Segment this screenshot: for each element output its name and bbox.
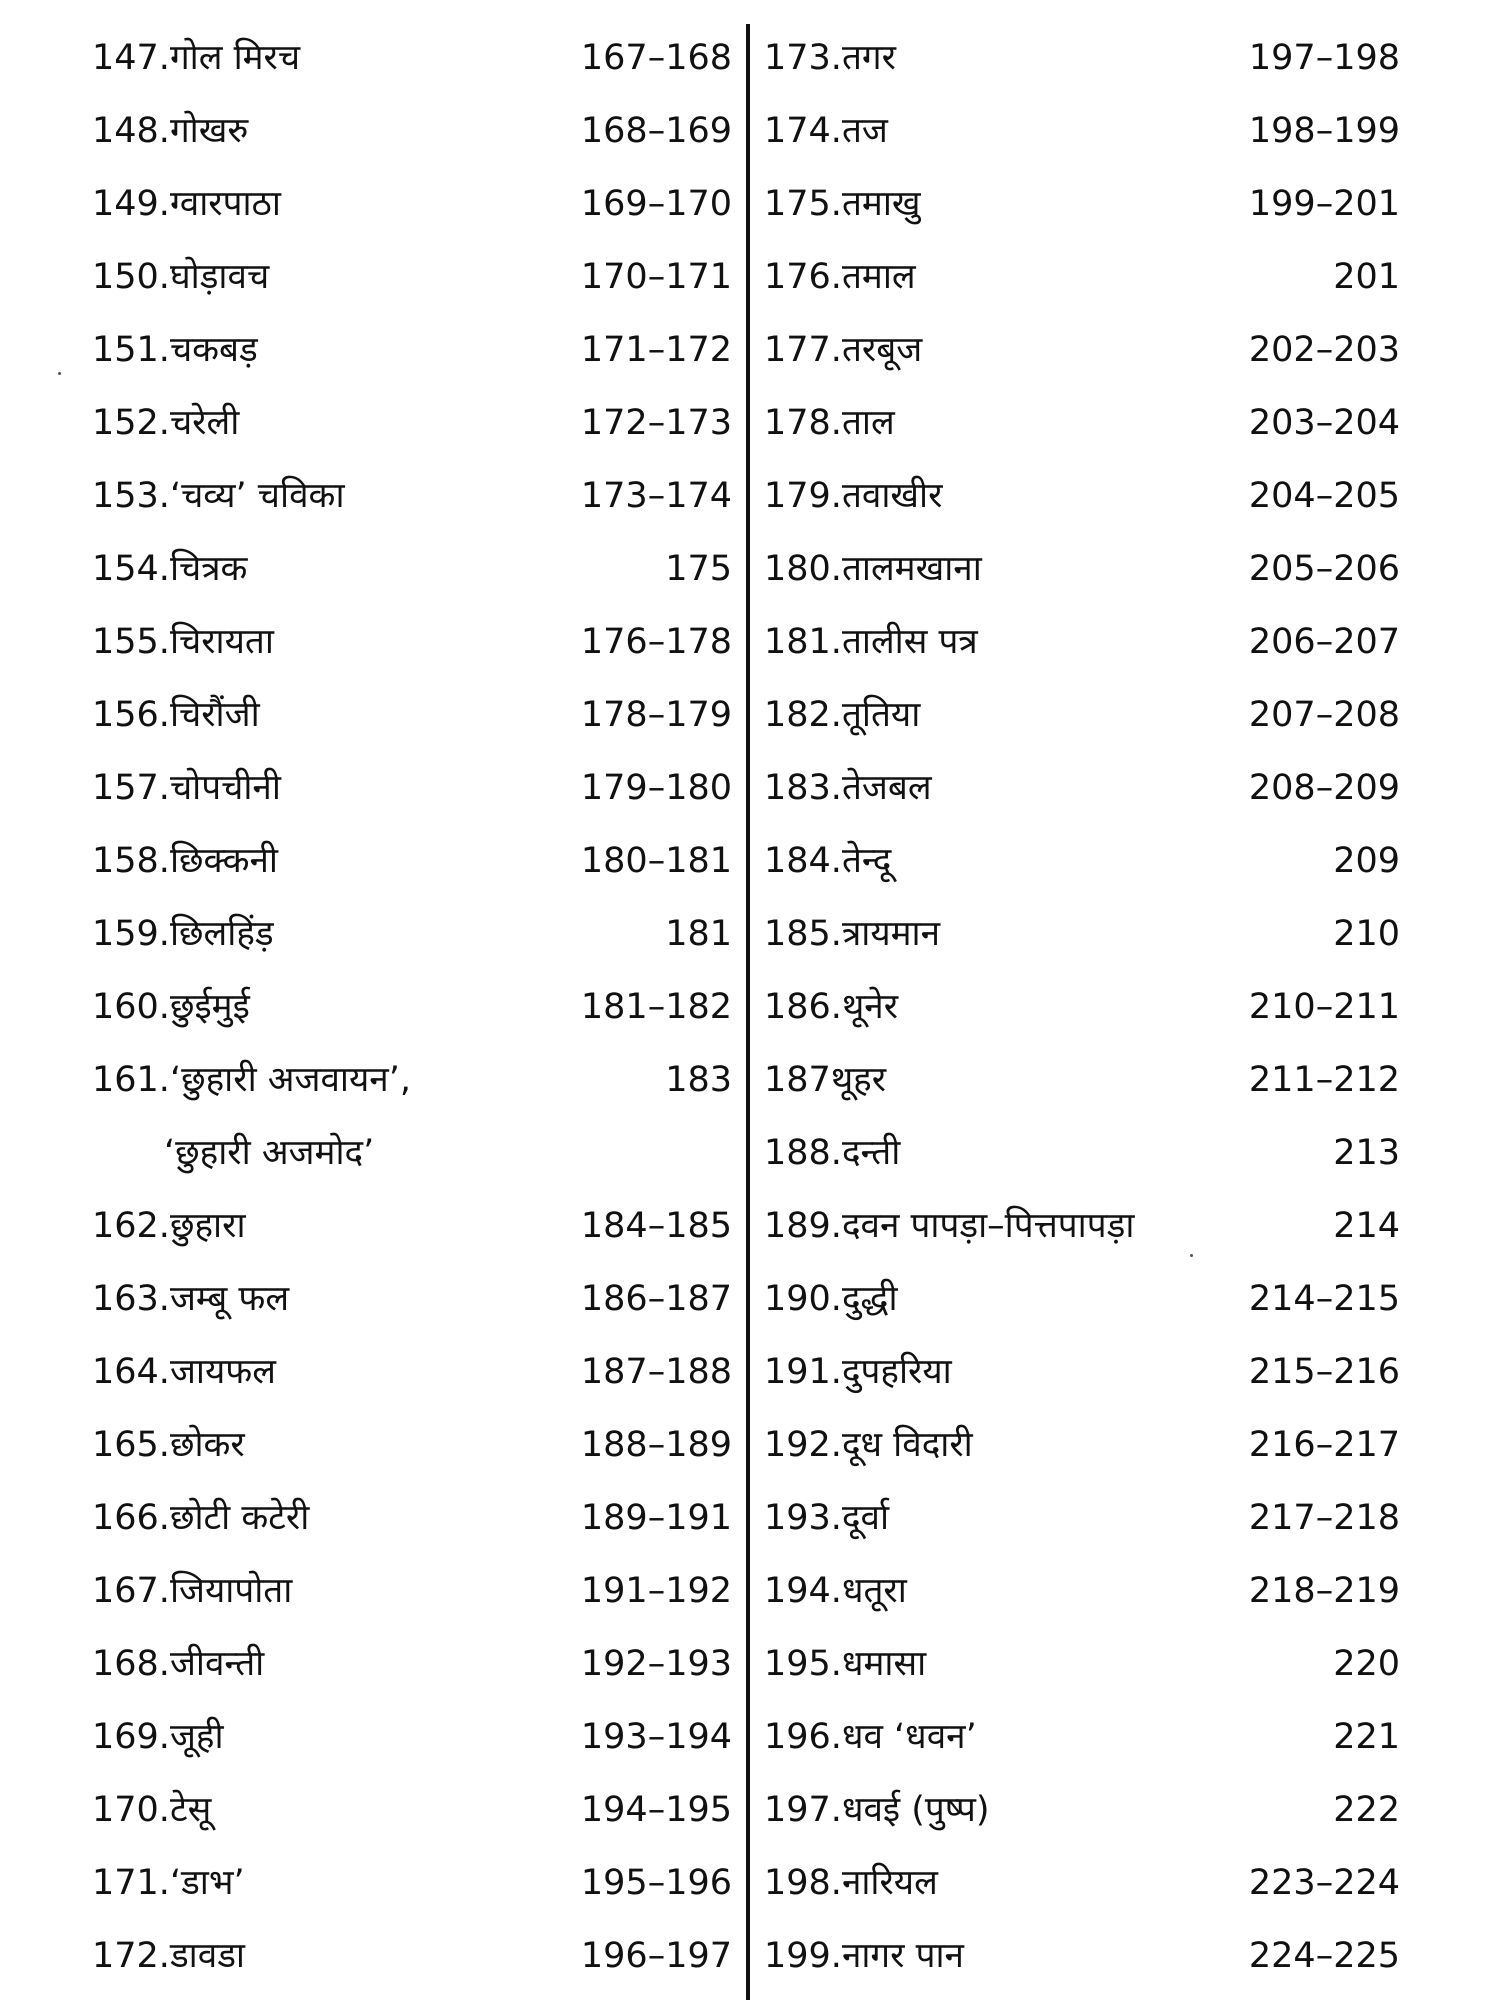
entry-page-range: 198–199	[1248, 111, 1400, 151]
entry-number: 165.	[92, 1425, 170, 1465]
entry-number: 167.	[92, 1571, 170, 1611]
entry-page-range: 202–203	[1248, 330, 1400, 370]
entry-number: 161.	[92, 1060, 170, 1100]
entry-title: जायफल	[169, 1352, 276, 1392]
entry-number: 153.	[92, 476, 170, 516]
entry-page-range: 214–215	[1248, 1279, 1400, 1319]
entry-title: छोकर	[169, 1425, 245, 1465]
entry-page-range: 205–206	[1248, 549, 1400, 589]
index-entry	[92, 95, 732, 168]
entry-title: धमासा	[841, 1644, 927, 1684]
entry-page-range: 197–198	[1248, 38, 1400, 78]
entry-number: 159.	[92, 914, 170, 954]
entry-title: जीवन्ती	[169, 1644, 265, 1684]
entry-title: त्रायमान	[841, 914, 941, 954]
entry-title: तमाल	[841, 257, 916, 297]
index-right-column	[764, 22, 1400, 1993]
entry-page-range: 178–179	[580, 695, 732, 735]
entry-number: 178.	[764, 403, 842, 443]
entry-number: 168.	[92, 1644, 170, 1684]
index-entry	[92, 1920, 732, 1993]
index-entry	[764, 898, 1400, 971]
index-entry	[92, 1628, 732, 1701]
index-entry	[92, 241, 732, 314]
entry-page-range: 214	[1333, 1206, 1400, 1246]
entry-title: तगर	[841, 38, 896, 78]
entry-title: टेसू	[169, 1790, 212, 1830]
entry-title: चिरौंजी	[169, 695, 260, 735]
entry-page-range: 206–207	[1248, 622, 1400, 662]
index-entry	[92, 1774, 732, 1847]
entry-number: 147.	[92, 38, 170, 78]
entry-number: 193.	[764, 1498, 842, 1538]
entry-number: 164.	[92, 1352, 170, 1392]
index-entry	[92, 22, 732, 95]
entry-page-range: 192–193	[580, 1644, 732, 1684]
index-entry	[764, 1628, 1400, 1701]
index-entry	[764, 971, 1400, 1044]
entry-number: 199.	[764, 1936, 842, 1976]
index-entry	[764, 1774, 1400, 1847]
index-entry	[92, 460, 732, 533]
index-entry	[92, 387, 732, 460]
entry-title: छुईमुई	[169, 987, 250, 1027]
index-entry	[92, 752, 732, 825]
entry-number: 175.	[764, 184, 842, 224]
entry-number: 198.	[764, 1863, 842, 1903]
entry-title: गोल मिरच	[169, 38, 301, 78]
index-entry	[92, 606, 732, 679]
index-entry	[92, 1117, 732, 1190]
entry-title: जियापोता	[169, 1571, 293, 1611]
entry-page-range: 210	[1333, 914, 1400, 954]
entry-number: 166.	[92, 1498, 170, 1538]
scan-speck	[1190, 1254, 1193, 1257]
entry-number: 197.	[764, 1790, 842, 1830]
entry-title: धवई (पुष्प)	[841, 1790, 990, 1830]
entry-number: 196.	[764, 1717, 842, 1757]
entry-page-range: 210–211	[1248, 987, 1400, 1027]
entry-title: घोड़ावच	[169, 257, 270, 297]
index-entry	[764, 1409, 1400, 1482]
entry-title: दूर्वा	[841, 1498, 890, 1538]
entry-title: तालीस पत्र	[841, 622, 978, 662]
entry-page-range: 176–178	[580, 622, 732, 662]
entry-number: 158.	[92, 841, 170, 881]
index-entry	[92, 898, 732, 971]
entry-number: 179.	[764, 476, 842, 516]
index-entry	[764, 460, 1400, 533]
index-entry	[764, 168, 1400, 241]
entry-number: 149.	[92, 184, 170, 224]
entry-title: ग्वारपाठा	[169, 184, 281, 224]
index-entry	[92, 1701, 732, 1774]
entry-number: 180.	[764, 549, 842, 589]
entry-title: चोपचीनी	[169, 768, 281, 808]
entry-title: थूनेर	[841, 987, 899, 1027]
entry-page-range: 209	[1333, 841, 1400, 881]
entry-number: 172.	[92, 1936, 170, 1976]
entry-title: छिक्कनी	[169, 841, 278, 881]
entry-number: 148.	[92, 111, 170, 151]
entry-title: तेन्दू	[841, 841, 892, 881]
entry-page-range: 186–187	[580, 1279, 732, 1319]
index-entry	[92, 533, 732, 606]
entry-page-range: 213	[1333, 1133, 1400, 1173]
entry-title: चकबड़	[169, 330, 258, 370]
entry-page-range: 203–204	[1248, 403, 1400, 443]
entry-number: 191.	[764, 1352, 842, 1392]
index-entry	[764, 606, 1400, 679]
index-entry	[764, 95, 1400, 168]
entry-page-range: 201	[1333, 257, 1400, 297]
entry-page-range: 216–217	[1248, 1425, 1400, 1465]
entry-page-range: 195–196	[580, 1863, 732, 1903]
entry-page-range: 172–173	[580, 403, 732, 443]
entry-number: 195.	[764, 1644, 842, 1684]
entry-page-range: 181–182	[580, 987, 732, 1027]
entry-number: 177.	[764, 330, 842, 370]
entry-title: थूहर	[830, 1060, 887, 1100]
entry-title: तज	[841, 111, 888, 151]
entry-page-range: 187–188	[580, 1352, 732, 1392]
entry-number: 183.	[764, 768, 842, 808]
entry-page-range: 168–169	[580, 111, 732, 151]
entry-page-range: 215–216	[1248, 1352, 1400, 1392]
index-entry	[92, 1044, 732, 1117]
index-entry	[92, 1555, 732, 1628]
entry-page-range: 171–172	[580, 330, 732, 370]
entry-number: 194.	[764, 1571, 842, 1611]
index-entry	[764, 1920, 1400, 1993]
index-entry	[764, 1263, 1400, 1336]
index-entry	[764, 533, 1400, 606]
entry-number: 171.	[92, 1863, 170, 1903]
index-entry	[764, 1117, 1400, 1190]
index-entry	[764, 1336, 1400, 1409]
entry-number: 187	[764, 1060, 831, 1100]
entry-title: ताल	[841, 403, 895, 443]
index-entry	[764, 1482, 1400, 1555]
entry-title: तालमखाना	[841, 549, 982, 589]
entry-title: जम्बू फल	[169, 1279, 290, 1319]
entry-title: नारियल	[841, 1863, 938, 1903]
entry-title: छोटी कटेरी	[169, 1498, 310, 1538]
entry-number: 155.	[92, 622, 170, 662]
entry-title: तमाखु	[841, 184, 921, 224]
entry-page-range: 223–224	[1248, 1863, 1400, 1903]
index-entry	[92, 1409, 732, 1482]
entry-page-range: 169–170	[580, 184, 732, 224]
entry-page-range: 184–185	[580, 1206, 732, 1246]
entry-number: 184.	[764, 841, 842, 881]
entry-number: 188.	[764, 1133, 842, 1173]
entry-title: दुपहरिया	[841, 1352, 952, 1392]
entry-page-range: 222	[1333, 1790, 1400, 1830]
entry-title: धव ‘धवन’	[841, 1717, 977, 1757]
index-entry	[764, 22, 1400, 95]
index-entry	[92, 1847, 732, 1920]
entry-page-range: 188–189	[580, 1425, 732, 1465]
entry-page-range: 189–191	[580, 1498, 732, 1538]
entry-number: 173.	[764, 38, 842, 78]
entry-title: चरेली	[169, 403, 240, 443]
entry-number: 185.	[764, 914, 842, 954]
index-entry	[764, 752, 1400, 825]
entry-page-range: 167–168	[580, 38, 732, 78]
entry-number: 160.	[92, 987, 170, 1027]
entry-title: दवन पापड़ा–पित्तपापड़ा	[841, 1206, 1135, 1246]
entry-page-range: 173–174	[580, 476, 732, 516]
index-entry	[764, 825, 1400, 898]
entry-title: दुद्धी	[841, 1279, 898, 1319]
entry-title: नागर पान	[841, 1936, 964, 1976]
entry-number: 162.	[92, 1206, 170, 1246]
entry-title: चिरायता	[169, 622, 274, 662]
entry-page-range: 204–205	[1248, 476, 1400, 516]
entry-page-range: 183	[665, 1060, 732, 1100]
entry-number: 163.	[92, 1279, 170, 1319]
index-entry	[764, 1701, 1400, 1774]
entry-title: दूध विदारी	[841, 1425, 973, 1465]
entry-number: 192.	[764, 1425, 842, 1465]
entry-number: 174.	[764, 111, 842, 151]
entry-page-range: 211–212	[1248, 1060, 1400, 1100]
entry-page-range: 180–181	[580, 841, 732, 881]
entry-page-range: 191–192	[580, 1571, 732, 1611]
entry-title: तरबूज	[841, 330, 923, 370]
entry-number: 154.	[92, 549, 170, 589]
index-entry	[92, 1336, 732, 1409]
entry-title: तवाखीर	[841, 476, 943, 516]
entry-page-range: 179–180	[580, 768, 732, 808]
entry-page-range: 196–197	[580, 1936, 732, 1976]
index-entry	[764, 1190, 1400, 1263]
entry-page-range: 208–209	[1248, 768, 1400, 808]
entry-page-range: 194–195	[580, 1790, 732, 1830]
index-entry	[764, 241, 1400, 314]
index-entry	[764, 1847, 1400, 1920]
entry-title: ‘छुहारी अजवायन’,	[169, 1060, 411, 1100]
index-entry	[92, 168, 732, 241]
entry-title: ‘डाभ’	[169, 1863, 245, 1903]
entry-number: 176.	[764, 257, 842, 297]
entry-page-range: 218–219	[1248, 1571, 1400, 1611]
index-entry	[764, 1555, 1400, 1628]
index-entry	[92, 971, 732, 1044]
entry-title: छुहारा	[169, 1206, 246, 1246]
entry-page-range: 175	[665, 549, 732, 589]
entry-title: तूतिया	[841, 695, 921, 735]
index-left-column	[92, 22, 732, 1993]
index-entry	[92, 1190, 732, 1263]
entry-number: 152.	[92, 403, 170, 443]
entry-number: 186.	[764, 987, 842, 1027]
entry-number: 169.	[92, 1717, 170, 1757]
index-entry	[92, 1263, 732, 1336]
entry-page-range: 221	[1333, 1717, 1400, 1757]
entry-number: 150.	[92, 257, 170, 297]
entry-number: 189.	[764, 1206, 842, 1246]
entry-number: 190.	[764, 1279, 842, 1319]
index-entry	[764, 314, 1400, 387]
entry-number: 181.	[764, 622, 842, 662]
index-entry	[764, 387, 1400, 460]
entry-page-range: 193–194	[580, 1717, 732, 1757]
entry-title: ‘चव्य’ चविका	[169, 476, 345, 516]
entry-number: 157.	[92, 768, 170, 808]
entry-number: 170.	[92, 1790, 170, 1830]
entry-page-range: 217–218	[1248, 1498, 1400, 1538]
entry-title: तेजबल	[841, 768, 932, 808]
index-entry	[92, 1482, 732, 1555]
entry-page-range: 199–201	[1248, 184, 1400, 224]
entry-page-range: 220	[1333, 1644, 1400, 1684]
entry-page-range: 207–208	[1248, 695, 1400, 735]
entry-title: दन्ती	[841, 1133, 901, 1173]
entry-title: छिलहिंड़	[169, 914, 274, 954]
scan-speck	[58, 372, 61, 375]
entry-page-range: 224–225	[1248, 1936, 1400, 1976]
entry-title: चित्रक	[169, 549, 248, 589]
entry-title: डावडा	[169, 1936, 245, 1976]
entry-title: धतूरा	[841, 1571, 907, 1611]
index-entry	[92, 825, 732, 898]
entry-number: 151.	[92, 330, 170, 370]
column-divider	[746, 24, 750, 2000]
entry-number: 156.	[92, 695, 170, 735]
entry-number: 182.	[764, 695, 842, 735]
entry-page-range: 170–171	[580, 257, 732, 297]
index-entry	[92, 314, 732, 387]
index-entry	[764, 679, 1400, 752]
entry-title: गोखरु	[169, 111, 249, 151]
entry-title: जूही	[169, 1717, 224, 1757]
index-entry	[764, 1044, 1400, 1117]
entry-title: ‘छुहारी अजमोद’	[164, 1133, 375, 1173]
index-entry	[92, 679, 732, 752]
entry-page-range: 181	[665, 914, 732, 954]
